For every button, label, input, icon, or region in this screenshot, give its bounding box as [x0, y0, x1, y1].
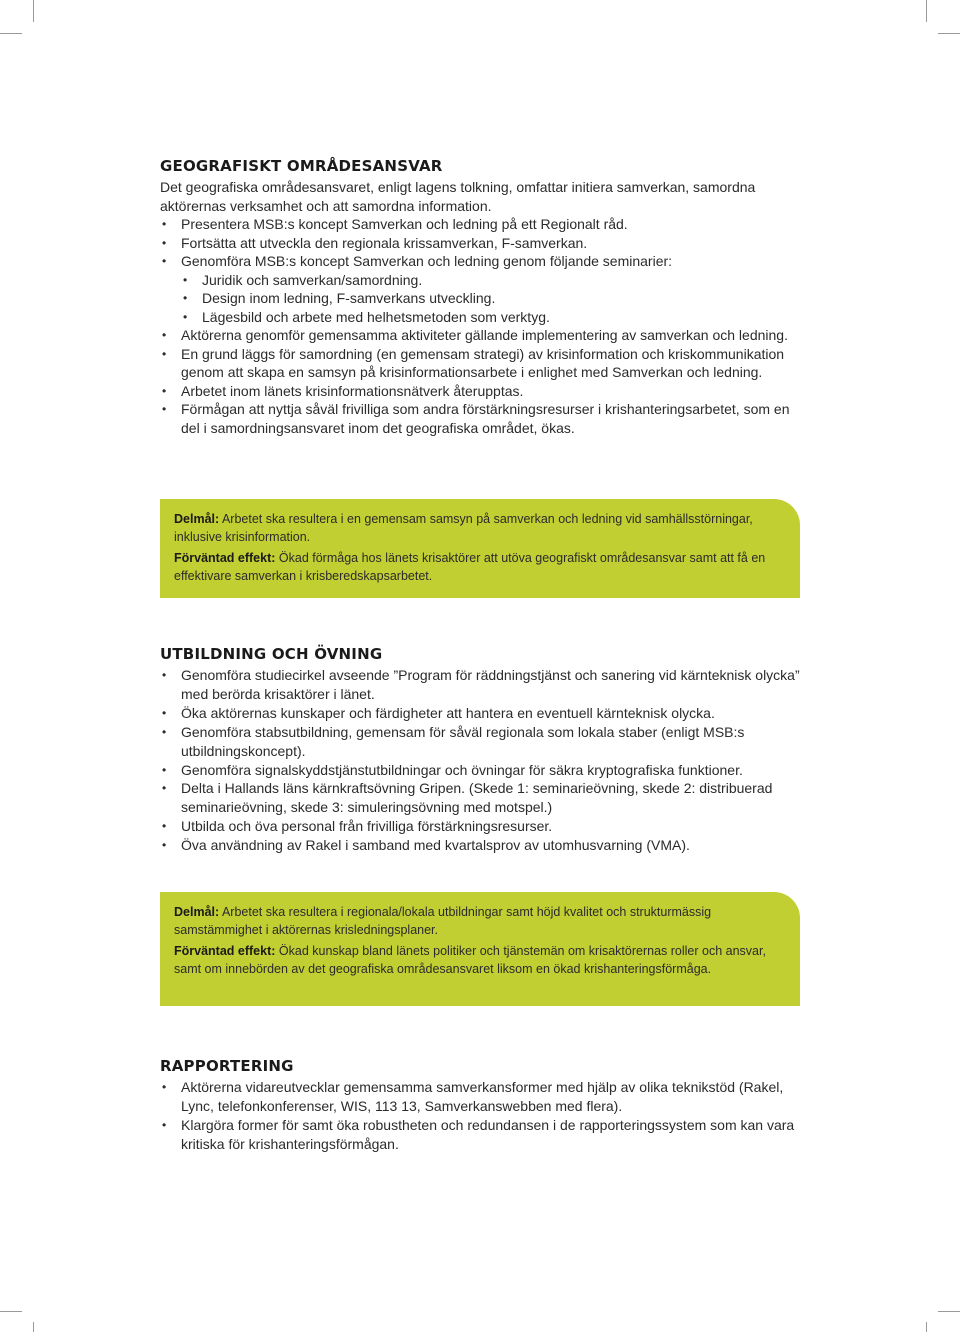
- section-geografiskt-omradesansvar: [160, 156, 800, 437]
- delmal-label: Delmål:: [174, 512, 220, 526]
- list-item: • Delta i Hallands läns kärnkraftsövning Gripen. (Skede 1: seminarieövning, skede 2: distribuerad seminarieövning, skede 3: simuleringsövning med motspel.): [160, 779, 800, 817]
- list-item: • Genomföra stabsutbildning, gemensam för såväl regionala som lokala staber (enligt MSB:s utbildningskoncept).: [160, 723, 800, 761]
- list-item: • En grund läggs för samordning (en gemensam strategi) av krisinformation och kriskommunikation genom att skapa en samsyn på krisinformationsarbete i enlighet med Samverkan och ledning.: [160, 345, 800, 382]
- crop-mark-bottom-right-h: [938, 1311, 960, 1312]
- list-item: • Arbetet inom länets krisinformationsnätverk återupptas.: [160, 382, 800, 401]
- bullet-list: [160, 215, 800, 271]
- effekt-paragraph: [174, 550, 786, 585]
- list-item: • Öka aktörernas kunskaper och färdigheter att hantera en eventuell kärnteknisk olycka.: [160, 704, 800, 723]
- list-item: • Öva användning av Rakel i samband med kvartalsprov av utomhusvarning (VMA).: [160, 836, 800, 855]
- crop-mark-top-right-v: [926, 0, 927, 22]
- delmal-text: Arbetet ska resultera i en gemensam samsyn på samverkan och ledning vid samhällsstörningar, inklusive krisinformation.: [174, 512, 753, 544]
- crop-mark-top-right-h: [938, 33, 960, 34]
- crop-mark-top-left-v: [33, 0, 34, 22]
- bullet-list: [160, 1078, 800, 1154]
- bullet-list: [160, 666, 800, 855]
- effekt-text: Ökad kunskap bland länets politiker och tjänstemän om krisaktörernas roller och ansvar, samt om innebörden av det geografiska områdesansvaret liksom en ökad krishanteringsförmåga.: [174, 944, 766, 976]
- sub-bullet-list: [160, 271, 800, 327]
- crop-mark-top-left-h: [0, 33, 22, 34]
- intro-paragraph: Det geografiska områdesansvaret, enligt lagens tolkning, omfattar initiera samverkan, samordna aktörernas verksamhet och att samordna information.: [160, 179, 756, 214]
- section-utbildning-och-ovning: [160, 644, 800, 855]
- section-heading: UTBILDNING OCH ÖVNING: [160, 645, 383, 663]
- goal-box-1: [160, 499, 800, 598]
- delmal-paragraph: [174, 904, 786, 939]
- bullet-list: [160, 326, 800, 437]
- list-item: • Klargöra former för samt öka robustheten och redundansen i de rapporteringssystem som kan vara kritiska för krishanteringsförmågan.: [160, 1116, 800, 1154]
- effekt-label: Förväntad effekt:: [174, 551, 276, 565]
- list-item: • Genomföra studiecirkel avseende ”Program för räddningstjänst och sanering vid kärnteknisk olycka” med berörda krisaktörer i länet.: [160, 666, 800, 704]
- list-item: • Genomföra MSB:s koncept Samverkan och ledning genom följande seminarier:: [160, 252, 800, 271]
- section-heading: GEOGRAFISKT OMRÅDESANSVAR: [160, 157, 443, 175]
- effekt-label: Förväntad effekt:: [174, 944, 276, 958]
- crop-mark-bottom-left-v: [33, 1322, 34, 1332]
- delmal-paragraph: [174, 511, 786, 546]
- list-item: • Förmågan att nyttja såväl frivilliga som andra förstärkningsresurser i krishanteringsarbetet, som en del i samordningsansvaret inom det geografiska området, ökas.: [160, 400, 800, 437]
- crop-mark-bottom-left-h: [0, 1311, 22, 1312]
- effekt-text: Ökad förmåga hos länets krisaktörer att utöva geografiskt områdesansvar samt att få en effektivare samverkan i krisberedskapsarbetet.: [174, 551, 766, 583]
- delmal-text: Arbetet ska resultera i regionala/lokala utbildningar samt höjd kvalitet och strukturmässig samstämmighet i aktörernas krisledningsplaner.: [174, 905, 712, 937]
- section-heading: RAPPORTERING: [160, 1057, 294, 1075]
- sub-list-item: • Design inom ledning, F-samverkans utveckling.: [160, 289, 800, 308]
- list-item: • Fortsätta att utveckla den regionala krissamverkan, F-samverkan.: [160, 234, 800, 253]
- sub-list-item: • Juridik och samverkan/samordning.: [160, 271, 800, 290]
- effekt-paragraph: [174, 943, 786, 978]
- section-rapportering: [160, 1056, 800, 1154]
- list-item: • Aktörerna genomför gemensamma aktiviteter gällande implementering av samverkan och ledning.: [160, 326, 800, 345]
- sub-list-item: • Lägesbild och arbete med helhetsmetoden som verktyg.: [160, 308, 800, 327]
- list-item: • Presentera MSB:s koncept Samverkan och ledning på ett Regionalt råd.: [160, 215, 800, 234]
- list-item: • Utbilda och öva personal från frivilliga förstärkningsresurser.: [160, 817, 800, 836]
- list-item: • Genomföra signalskyddstjänstutbildningar och övningar för säkra kryptografiska funktioner.: [160, 761, 800, 780]
- delmal-label: Delmål:: [174, 905, 220, 919]
- crop-mark-bottom-right-v: [926, 1322, 927, 1332]
- list-item: • Aktörerna vidareutvecklar gemensamma samverkansformer med hjälp av olika teknikstöd (Rakel, Lync, telefonkonferenser, WIS, 113 13, Samverkanswebben med flera).: [160, 1078, 800, 1116]
- goal-box-2: [160, 892, 800, 1006]
